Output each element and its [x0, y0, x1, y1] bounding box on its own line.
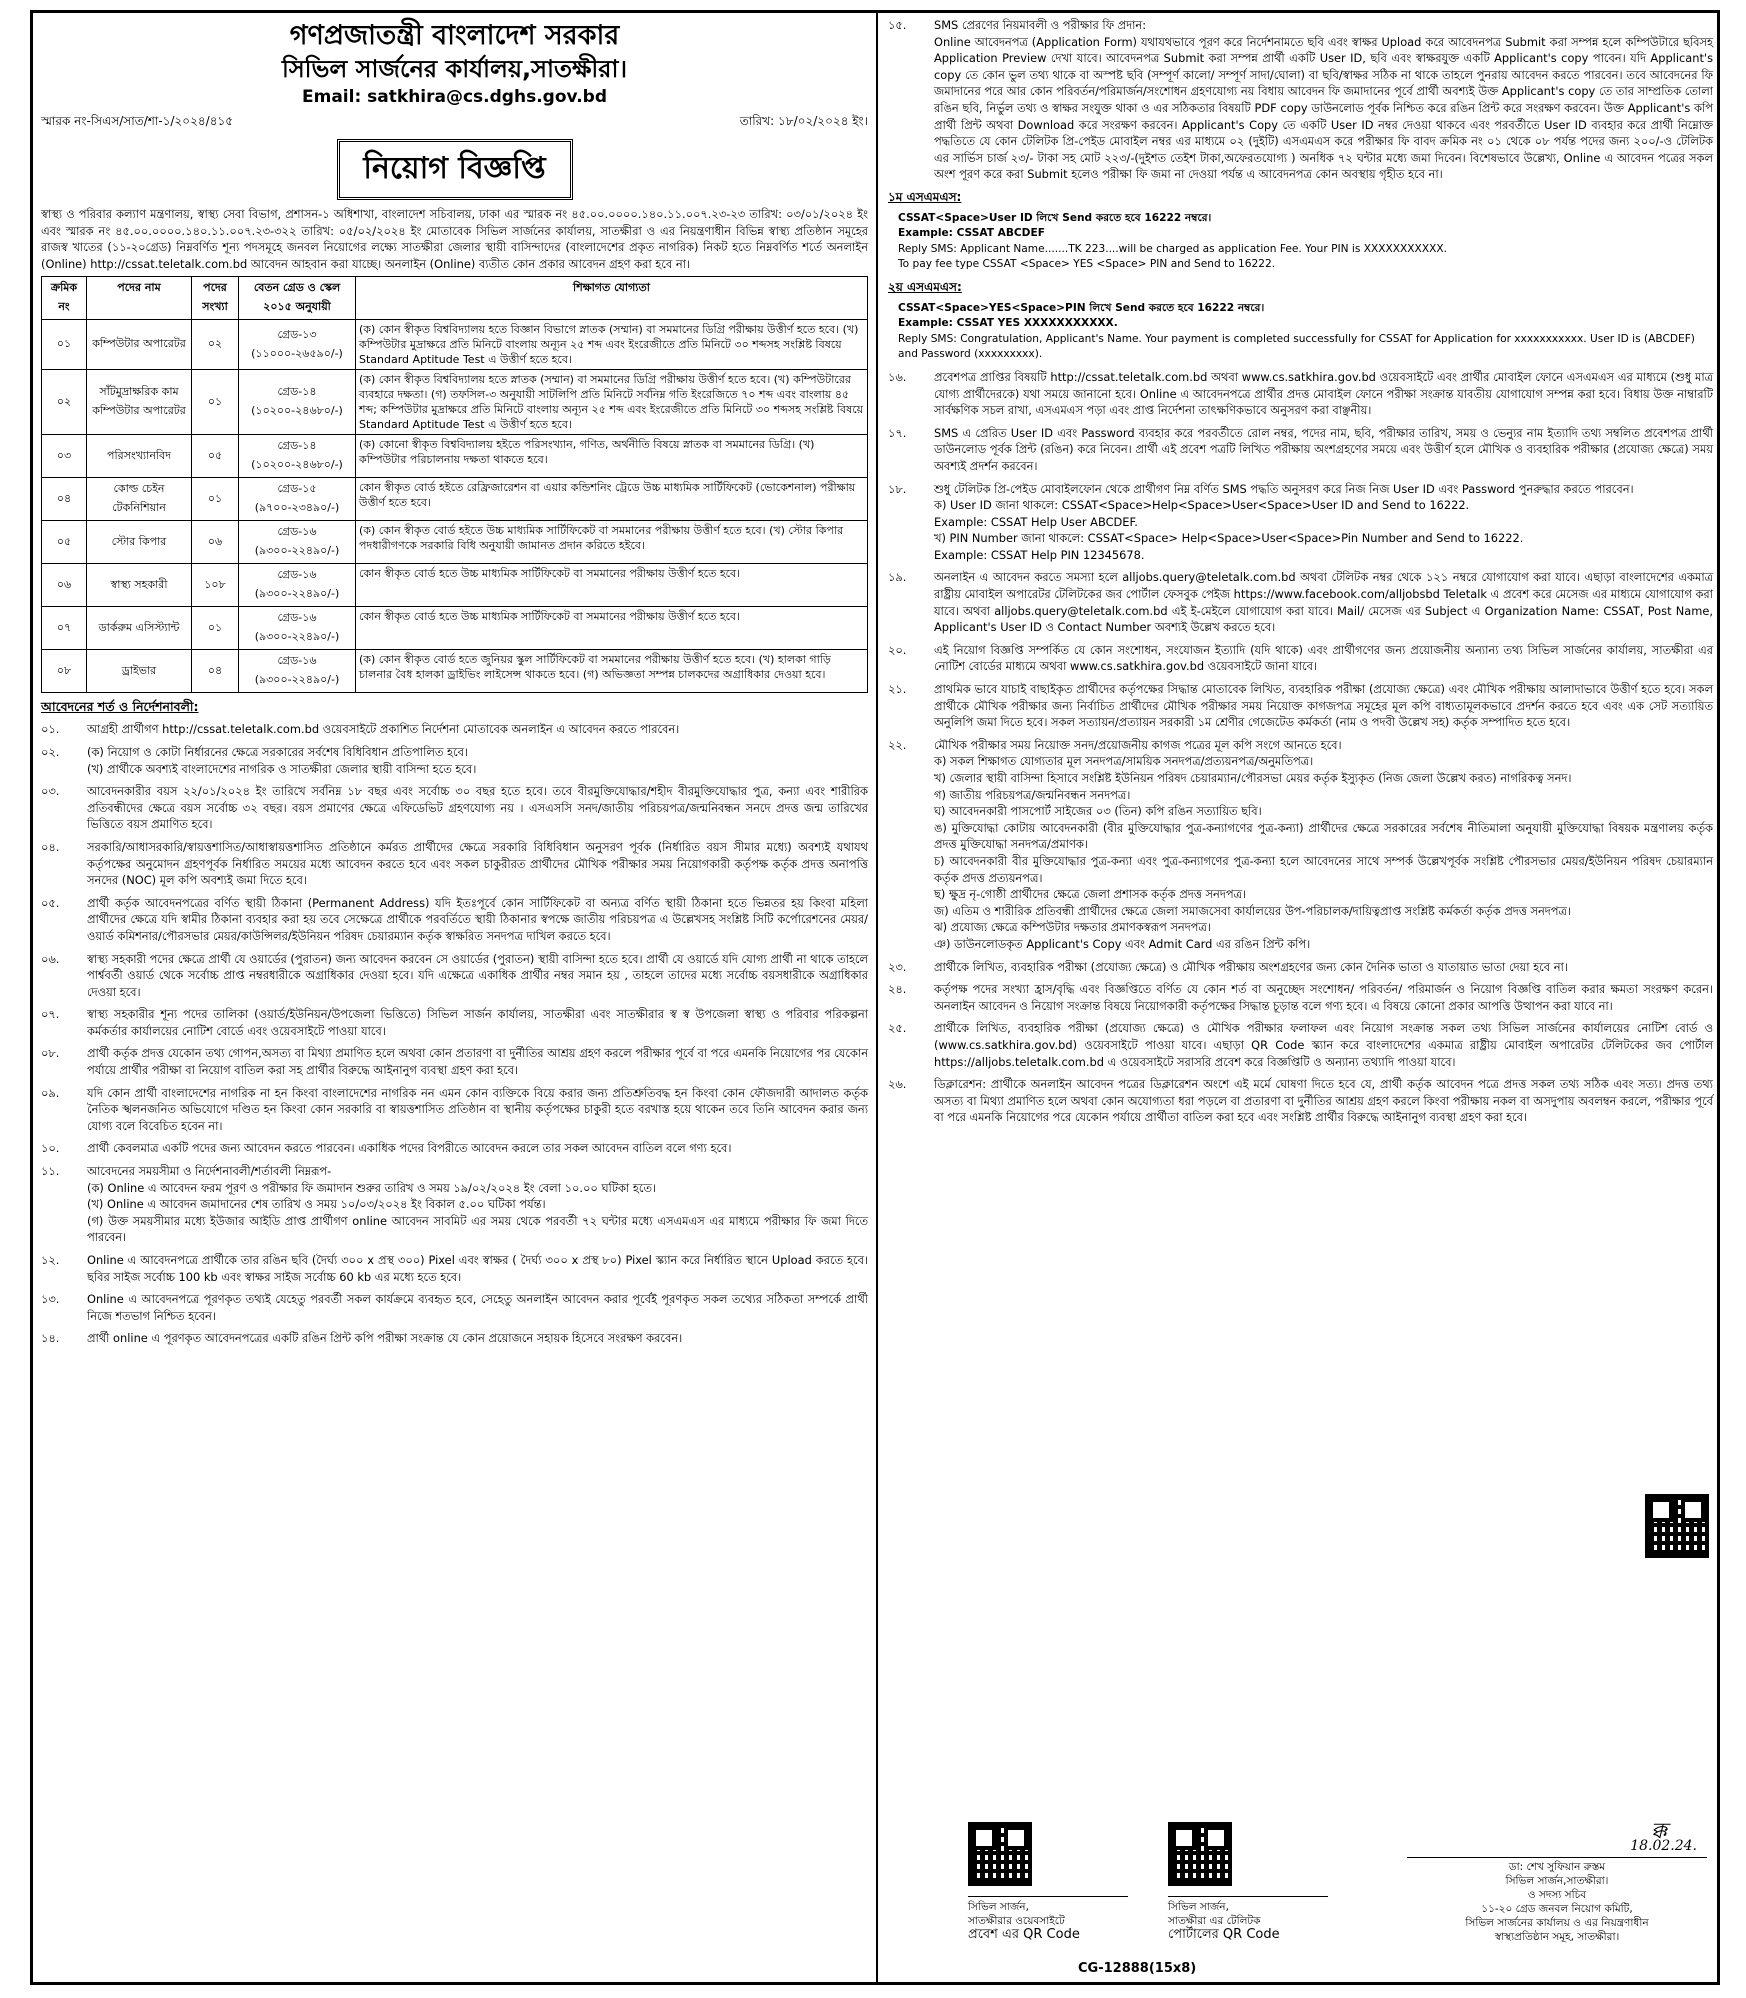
item-subtext: খ) জেলার স্থায়ী বাসিন্দা হিসাবে সংশ্লিষ্ট ইউনিয়ন পরিষদ চেয়ারম্যান/পৌরসভা মেয়র কর্তৃক ইস্যুকৃত (নিজ জেলা উল্লেখ করত) নাগরিকত্ব সনদ। — [934, 771, 1572, 785]
item-number: ২২. — [888, 737, 907, 752]
conditions-list — [41, 721, 868, 1347]
office-name: সিভিল সার্জনের কার্যালয়,সাতক্ষীরা। — [281, 55, 628, 83]
item-number: ০২. — [41, 744, 60, 759]
post-count-cell: ০১ — [192, 478, 239, 521]
item-number: ১৫. — [888, 18, 907, 32]
item-subtext: জ) এতিম ও শারীরিক প্রতিবন্ধী প্রার্থীদের ক্ষেত্রে জেলা সমাজসেবা কার্যালয়ের উপ-পরিচালক/দায়িত্বপ্রাপ্ত সংশ্লিষ্ট কর্মকর্তা কর্তৃক প্রদত্ত সনদপত্র। — [934, 903, 1571, 918]
item-subtext: ছ) ক্ষুদ্র নৃ-গোষ্ঠী প্রার্থীদের ক্ষেত্রে জেলা প্রশাসক কর্তৃক প্রদত্ত সনদপত্র। — [934, 887, 1247, 902]
pay-scale: (৯৩০০-২২৪৯০/-) — [254, 544, 340, 558]
list-item — [888, 369, 1713, 419]
item-subtext: (গ) উক্ত সময়সীমার মধ্যে ইউজার আইডি প্রাপ্ত প্রার্থীগণ online আবেদন সাবমিট এর সময় থেকে পরবর্তী ৭২ ঘন্টার মধ্যে এসএমএস এর মাধ্যমে পরীক্ষার ফি জমা দিতে পারবেন। — [87, 1213, 868, 1245]
item-text: আবেদনকারীর বয়স ২২/০১/২০২৪ ইং তারিখে সর্বনিম্ন ১৮ বছর এবং সর্বোচ্চ ৩০ বছর হতে হবে। তবে বীরমুক্তিযোদ্ধার/শহীদ বীরমুক্তিযোদ্ধার পুত্র, কন্যা এবং শারীরিক প্রতিবন্ধীদের ক্ষেত্রে বয়স সর্বোচ্চ ৩২ বছর। বয়স প্রমাণের ক্ষেত্রে এফিডেভিট গ্রহণযোগ্য নয় । এসএসসি সনদ/জাতীয় পরিচয়পত্র/জন্মনিবন্ধন সনদে প্রদত্ত জন্ম তারিখের ভিত্তিতে বয়স প্রমাণিত হবে। — [87, 784, 868, 832]
item-subtext: ঙ) মুক্তিযোদ্ধা কোটায় আবেদনকারী (বীর মুক্তিযোদ্ধার পুত্র-কন্যাগণের পুত্র-কন্যা) প্রার্থীদের ক্ষেত্রে সরকারের সর্বশেষ নীতিমালা অনুযায়ী মুক্তিযোদ্ধা বিষয়ক মন্ত্রণালয় কর্তৃক প্রদত্ত মুক্তিযোদ্ধা সনদপত্র/প্রমাণক। — [934, 820, 1713, 852]
post-name-cell: সাঁটমুদ্রাক্ষরিক কাম কম্পিউটার অপারেটর — [87, 370, 192, 435]
item-number: ০৮. — [41, 1046, 60, 1061]
grade-cell — [239, 435, 356, 478]
item-subtext: ঘ) আবেদনকারী পাসপোর্ট সাইজের ০৩ (তিন) কপি রঙিন সত্যায়িত ছবি। — [934, 804, 1262, 819]
item-text: (ক) নিয়োগ ও কোটা নির্ধারনের ক্ষেত্রে সরকারের সর্বশেষ বিধিবিধান প্রতিপালিত হবে। — [87, 744, 468, 759]
list-item — [41, 1291, 868, 1324]
grade-cell — [239, 650, 356, 693]
sms2-line: CSSAT<Space>YES<Space>PIN লিখে Send করতে হবে 16222 নম্বরে। — [898, 301, 1265, 314]
item-text: কর্তৃপক্ষ পদের সংখ্যা হ্রাস/বৃদ্ধি এবং বিজ্ঞপ্তিতে বর্ণিত যে কোন শর্ত বা অনুচ্ছেদ সংশোধন/ পরিবর্তন/ পরিমার্জন ও নিয়োগ বিজ্ঞপ্তি বাতিল করার ক্ষমতা সংরক্ষণ করেন। অনলাইন আবেদন ও নিয়োগ সংক্রান্ত বিষয়ে নিয়োগকারী কর্তৃপক্ষের সিদ্ধান্ত চূড়ান্ত বলে গণ্য হবে। এ বিষয়ে কোনো প্রকার আপত্তি উত্থাপন করা যাবে না। — [934, 982, 1713, 1013]
signature-date: 18.02.24. — [1630, 1838, 1697, 1854]
item-number: ১৩. — [41, 1292, 60, 1307]
grade-cell — [239, 521, 356, 564]
list-item — [41, 895, 868, 945]
item-number: ০৫. — [41, 895, 60, 910]
list-item — [41, 783, 868, 833]
intro-paragraph: স্বাস্থ্য ও পরিবার কল্যাণ মন্ত্রণালয়, স্বাস্থ্য সেবা বিভাগ, প্রশাসন-১ অধিশাখা, বাংলাদেশ সচিবালয়, ঢাকা এর স্মারক নং ৪৫.০০.০০০০.১৪০.১১.০০৭.২৩-২৩ তারিখ: ০৩/০১/২০২৪ ইং এবং স্মারক নং ৪৫.০০.০০০০.১৪০.১১.০০৭.২৩-৩২২ তারিখ: ০৫/০২/২০২৪ ইং মোতাবেক সিভিল সার্জনের কার্যালয়, সাতক্ষীরা ও এর নিয়ন্ত্রণাধীন বিভিন্ন স্বাস্থ্য প্রতিষ্ঠান সমূহের রাজস্ব খাতের (১১-২০গ্রেড) নিম্নবর্ণিত শূন্য পদসমূহে জনবল নিয়োগের লক্ষ্যে সাতক্ষীরা জেলার স্থায়ী বাসিন্দাদের (বাংলাদেশের প্রকৃত নাগরিক) নিকট হতে নিম্নবর্ণিত শর্তে অনলাইন (Online) http://cssat.teletalk.com.bd আবেদন আহবান করা যাচ্ছে। অনলাইন (Online) ব্যতীত কোন প্রকার আবেদন গ্রহণ করা হবে না। — [41, 207, 868, 271]
qr-caption: সাতক্ষীরা এর টেলিটক — [1168, 1915, 1261, 1927]
post-count-cell: ০১ — [192, 370, 239, 435]
qr-website — [968, 1822, 1128, 1942]
item-number: ২৫. — [888, 1021, 907, 1036]
item-subtext: Example: CSSAT Help User ABCDEF. — [934, 514, 1138, 529]
letterhead — [41, 19, 868, 109]
item-number: ২৬. — [888, 1077, 907, 1092]
item-number: ১৮. — [888, 481, 907, 496]
item-text: অনলাইন এ আবেদন করতে সমস্যা হলে alljobs.query@teletalk.com.bd অথবা টেলিটক নম্বর থেকে ১২১ নম্বরে যোগাযোগ করা যাবে। এছাড়া বাংলাদেশের একমাত্র রাষ্ট্রীয় মোবাইল অপারেটর টেলিটকের জব পোর্টাল ফেসবুক পেইজ https://www.facebook.com/alljobsbd Teletalk এ প্রবেশ করে মেসেজ এর মাধ্যমে যোগাযোগ করা যাবে। অথবা alljobs.query@teletalk.com.bd এই ই-মেইলে যোগাযোগ করা যাবে। Mail/ মেসেজ এর Subject এ Organization Name: CSSAT, Post Name, Applicant's User ID ও Contact Number অবশ্যই উল্লেখ করতে হবে। — [934, 570, 1713, 635]
qualification-cell: (ক) কোন স্বীকৃত বিশ্ববিদ্যালয় হতে স্নাতক (সম্মান) বা সমমানের ডিগ্রি পরীক্ষায় উত্তীর্ণ হতে হবে। (খ) কম্পিউটারের ব্যবহারে দক্ষতা। (গ) তফসিল-৩ অনুযায়ী সাটলিপি প্রতি মিনিটে সর্বনিম্ন গতি ইংরেজিতে ৭০ শব্দ এবং বাংলায় ৪৫ শব্দ; কম্পিউটার মুদ্রাক্ষরে প্রতি মিনিটে বাংলায় অন্যূন ২৫ শব্দ এবং ইংরেজীতে প্রতি মিনিটে ৩০ শব্দসহ সংশ্লিষ্ট বিষয়ে Standard Aptitude Test এ উত্তীর্ণ হতে হবে। — [356, 370, 868, 435]
grade: গ্রেড-১৩ — [277, 327, 317, 341]
item-number: ১৭. — [888, 425, 907, 440]
qr-caption: সিভিল সার্জন, — [968, 1901, 1029, 1913]
column-header: পদের সংখ্যা — [192, 277, 239, 320]
item-text: এই নিয়োগ বিজ্ঞপ্তি সম্পর্কিত যে কোন সংশোধন, সংযোজন ইত্যাদি (যদি থাকে) এবং প্রার্থীগণের জন্য প্রয়োজনীয় অন্যান্য তথ্য সিভিল সার্জনের কার্যালয়, সাতক্ষীরা এর নোটিশ বোর্ডের মাধ্যমে অথবা www.cs.satkhira.gov.bd ওয়েবসাইটে জানা যাবে। — [934, 642, 1713, 674]
signatory-institutions: স্বাস্থ্যপ্রতিষ্ঠান সমূহ, সাতক্ষীরা। — [1494, 1931, 1620, 1943]
item-subtext: Example: CSSAT Help PIN 12345678. — [934, 547, 1145, 562]
grade: গ্রেড-১৬ — [277, 525, 317, 539]
item-text: প্রাথমিক ভাবে যাচাই বাছাইকৃত প্রার্থীদের কর্তৃপক্ষের সিদ্ধান্ত মোতাবেক লিখিত, ব্যবহারিক পরীক্ষা (প্রযোজ্য ক্ষেত্রে) এবং মৌখিক পরীক্ষায় আলাদাভাবে উত্তীর্ণ হতে হবে। সকল প্রার্থীকে মৌখিক পরীক্ষার জন্য নির্বাচিত প্রার্থীদের মৌখিক পরীক্ষার সময় নিয়োক্ত কাগজপত্র সমূহের মূল কপি বাধ্যতামূলকভাবে প্রদর্শন করতে হবে এবং এক সেট সত্যায়িত অনুলিপি জমা দিতে হবে। সকল সত্যায়ন/প্রত্যায়ন সরকারী ১ম শ্রেণীর গেজেটেড কর্মকর্তা (নাম ও পদবী উল্লেখ সহ) কর্তৃক সম্পাদিত হতে হবে। — [934, 682, 1713, 730]
item-number: ২৩. — [888, 959, 907, 974]
posts-table — [41, 276, 868, 693]
column-header: পদের নাম — [87, 277, 192, 320]
grade: গ্রেড-১৬ — [277, 654, 317, 668]
item-text: ডিক্লারেশন: প্রার্থীকে অনলাইন আবেদন পত্রের ডিক্লারেশন অংশে এই মর্মে ঘোষণা দিতে হবে যে, প্রার্থী কর্তৃক আবেদন পত্রে প্রদত্ত সকল তথ্য সঠিক এবং সত্য। প্রদত্ত তথ্য অসত্য বা মিথ্যা প্রমাণিত হলে অথবা কোন অযোগ্যতা ধরা পড়লে বা প্রতারণা বা দুর্নীতির আশ্রয় গ্রহণ করলে কিংবা পরীক্ষায় নকল বা অসদুপায় অবলম্বন করলে, পরীক্ষার পূর্বে বা পরে এমনকি নিয়োগের পরে যেকোন পর্যায়ে প্রার্থীতা বাতিল করা হবে এবং সংশ্লিষ্ট প্রার্থীর বিরুদ্ধে আইনানুগ ব্যবস্থা গ্রহণ করা হবে। — [934, 1077, 1713, 1125]
qualification-cell: (ক) কোন স্বীকৃত বোর্ড হতে জুনিয়র স্কুল সার্টিফিকেট বা সমমানের পরীক্ষায় উত্তীর্ণ হতে হবে। (খ) হালকা গাড়ি চালনার বৈধ হালকা ড্রাইভিং লাইসেন্স থাকতে হবে। (গ) অভিজ্ঞতা সম্পন্ন চালকদের অগ্রাধিকার দেওয়া হবে। — [356, 650, 868, 693]
issue-date: তারিখ: ১৮/০২/২০২৪ ইং। — [739, 114, 868, 128]
item-text: প্রার্থী কর্তৃক প্রদত্ত যেকোন তথ্য গোপন,অসত্য বা মিথ্যা প্রমাণিত হলে অথবা কোন প্রতারণা বা দুর্নীতির আশ্রয় গ্রহণ করলে পরীক্ষার পূর্বে বা পরে এমনকি নিয়োগের পর যেকোন পর্যায়ে প্রার্থীর পরীক্ষা বা নিয়োগ বাতিল করা সহ প্রার্থীর বিরুদ্ধে আইনানুগ ব্যবস্থা গ্রহণ করা হবে। — [87, 1046, 868, 1078]
signatory-title: সিভিল সার্জন,সাতক্ষীরা। — [1505, 1875, 1609, 1887]
list-item — [888, 569, 1713, 635]
sms2-block — [898, 301, 1713, 363]
qr-side — [1645, 1494, 1709, 1562]
item-text: SMS এ প্রেরিত User ID এবং Password ব্যবহার করে পরবর্তীতে রোল নম্বর, পদের নাম, ছবি, পরীক্ষার তারিখ, সময় ও ভেন্যুর নাম ইত্যাদি তথ্য সম্বলিত প্রবেশপত্র প্রার্থী ডাউনলোড পূর্বক প্রিন্ট (রঙিন) করে নিবেন। প্রার্থী এই প্রবেশ পত্রটি লিখিত পরীক্ষায় অংশগ্রহণের সময়ে এবং উত্তীর্ণ হলে মৌখিক ও ব্যবহারিক পরীক্ষার (প্রযোজ্য ক্ষেত্রে) সময় অবশ্যই প্রদর্শন করবেন। — [934, 425, 1713, 473]
grade: গ্রেড-১৫ — [277, 482, 317, 496]
govt-name: গণপ্রজাতন্ত্রী বাংলাদেশ সরকার — [289, 20, 620, 51]
item-number: ০১. — [41, 722, 60, 737]
column-header: শিক্ষাগত যোগ্যতা — [356, 277, 868, 320]
post-count-cell: ০৪ — [192, 650, 239, 693]
pay-scale: (৯৩০০-২২৪৯০/-) — [254, 673, 340, 687]
post-name-cell: ডার্করুম এসিস্ট্যান্ট — [87, 607, 192, 650]
serial-cell: ০২ — [42, 370, 87, 435]
sms2-example: Example: CSSAT YES XXXXXXXXXXX. — [898, 317, 1118, 330]
qualification-cell: (ক) কোন স্বীকৃত বোর্ড হইতে উচ্চ মাধ্যমিক সার্টিফিকেট বা সমমানের পরীক্ষায় উত্তীর্ণ হতে হবে। (খ) স্টোর কিপার পদধারীগণকে সরকারি বিধি অনুযায়ী জামানত প্রদান করিতে হইবে। — [356, 521, 868, 564]
post-name-cell: কম্পিউটার অপারেটর — [87, 320, 192, 370]
item-number: ০৩. — [41, 784, 60, 799]
item-subtext: (ক) Online এ আবেদন ফরম পূরণ ও পরীক্ষার ফি জমাদান শুরুর তারিখ ও সময় ১৯/০২/২০২৪ ইং বেলা ১০.০০ ঘটিকা হতে। — [87, 1180, 657, 1195]
item-text: মৌখিক পরীক্ষার সময় নিয়োক্ত সনদ/প্রয়োজনীয় কাগজ পত্রের মূল কপি সংগে আনতে হবে। — [934, 737, 1342, 752]
table-header-row — [42, 277, 868, 320]
item-text: আগ্রহী প্রার্থীগণ http://cssat.teletalk.com.bd ওয়েবসাইটে প্রকাশিত নির্দেশনা মোতাবেক অনলাইন এ আবেদন করতে পারবেন। — [87, 722, 680, 737]
list-item — [888, 981, 1713, 1014]
item-text: প্রার্থী কর্তৃক আবেদনপত্রের বর্ণিত স্থায়ী ঠিকানা (Permanent Address) যদি ইতঃপূর্বে কোন সার্টিফিকেট বা অন্যত্র বর্ণিত স্থায়ী ঠিকানা হতে ভিন্নতর হয় কিংবা মহিলা প্রার্থীদের ক্ষেত্রে যদি স্বামীর ঠিকানা ব্যবহার করা হয় তবে সেক্ষেত্রে প্রার্থীকে পরবর্তিতে স্থায়ী ঠিকানার স্বপক্ষে জাতীয় পরিচয়পত্র এ উল্লেখসহ সংশ্লিষ্ট সিটি কর্পোরেশনের মেয়র/ওয়ার্ড কমিশনার/পৌরসভার মেয়র/কাউন্সিলর/ইউনিয়ন পরিষদ চেয়ারম্যান কর্তৃক স্বাক্ষরিত সনদপত্র দাখিল করতে হবে। — [87, 895, 868, 943]
sms2-title: ২য় এসএমএস: — [888, 279, 962, 294]
list-item — [41, 1330, 868, 1347]
item-subtext: ঝ) প্রযোজ্য ক্ষেত্রে কম্পিউটার দক্ষতার প্রমাণকস্বরূপ সনদপত্র। — [934, 920, 1211, 935]
list-item — [888, 737, 1713, 953]
item-subtext: (খ) প্রার্থীকে অবশ্যই বাংলাদেশের নাগরিক ও সাতক্ষীরা জেলার স্থায়ী বাসিন্দা হতে হবে। — [87, 761, 477, 776]
notice-page — [30, 10, 1720, 1985]
list-item — [41, 951, 868, 1001]
item-text: প্রার্থীকে লিখিত, ব্যবহারিক পরীক্ষা (প্রযোজ্য ক্ষেত্রে) ও মৌখিক পরীক্ষার ফলাফল এবং নিয়োগ সংক্রান্ত সকল তথ্য সিভিল সার্জনের কার্যালয়ের নোটিশ বোর্ড ও (www.cs.satkhira.gov.bd) ওয়েবসাইটে পাওয়া যাবে। এছাড়া QR Code স্ক্যান করে বাংলাদেশের একমাত্র রাষ্ট্রীয় মোবাইল অপারেটর টেলিটকের জব পোর্টাল https://alljobs.teletalk.com.bd এ ওয়েবসাইটে সরাসরি প্রবেশ করে বিজ্ঞপ্তিটি ও অন্যান্য তথ্যাদি পাওয়া যাবে। — [934, 1021, 1713, 1069]
qr-code-icon[interactable] — [968, 1822, 1032, 1886]
list-item — [888, 17, 1713, 183]
column-header: ক্রমিক নং — [42, 277, 87, 320]
list-item — [41, 839, 868, 889]
item-subtext: ঞ) ডাউনলোডকৃত Applicant's Copy এবং Admit Card এর রঙিন প্রিন্ট কপি। — [934, 936, 1311, 951]
item-number: ১১. — [41, 1164, 60, 1179]
post-name-cell: কোল্ড চেইন টেকনিশিয়ান — [87, 478, 192, 521]
item-subtext: ক) সকল শিক্ষাগত যোগ্যতার মূল সনদপত্র/সাময়িক সনদপত্র/প্রত্যয়নপত্র/অনুমতিপত্র। — [934, 754, 1314, 769]
post-count-cell: ১০৮ — [192, 564, 239, 607]
post-name-cell: স্বাস্থ্য সহকারী — [87, 564, 192, 607]
table-row — [42, 435, 868, 478]
item-subtext: গ) জাতীয় পরিচয়পত্র/জন্মনিবন্ধন সনদপত্র। — [934, 787, 1131, 802]
list-item — [41, 1163, 868, 1246]
item-number: ১০. — [41, 1141, 60, 1156]
grade-cell — [239, 370, 356, 435]
item-subtext: (খ) Online এ আবেদন জমাদানের শেষ তারিখ ও সময় ১০/০৩/২০২৪ ইং বিকাল ৫.০০ ঘটিকা পর্যন্ত। — [87, 1197, 546, 1212]
item-number: ০৬. — [41, 951, 60, 966]
item-number: ০৪. — [41, 839, 60, 854]
table-row — [42, 564, 868, 607]
item-text: সরকারি/আধাসরকারি/স্বায়ত্তশাসিত/আধাস্বায়ত্তশাসিত প্রতিষ্ঠানে কর্মরত প্রার্থীদের ক্ষেত্রে সরকারি বিধিবিধান অনুসরণ পূর্বক (নির্ধারিত বয়স সীমার মধ্যে) অবশ্যই যথাযথ কর্তৃপক্ষের অনুমোদন গ্রহণপূর্বক নির্ধারিত সময়ের মধ্যে আবেদন করতে হবে এবং সকল চাকুরীরত প্রার্থীদের মৌখিক পরীক্ষার সময় নিয়োগকারী কর্তৃপক্ষ কর্তৃক প্রদত্ত অনাপত্তি সনদের (NOC) মূল কপি অবশ্যই জমা দিতে হবে। — [87, 839, 868, 888]
item-text: Online আবেদনপত্র (Application Form) যথাযথভাবে পূরণ করে নির্দেশনামতে ছবি এবং স্বাক্ষর Upload করে আবেদনপত্র Submit করা সম্পন্ন হলে কম্পিউটারে ছবিসহ Application Preview দেখা যাবে। আবেদনপত্র Submit করা সম্পন্ন প্রার্থী একটি User ID, ছবি এবং স্বাক্ষরযুক্ত একটি Applicant's copy পাবেন। যদি Applicant's copy তে কোন ভুল তথ্য থাকে বা অস্পষ্ট ছবি (সম্পূর্ণ কালো/ সম্পূর্ণ সাদা/ঘোলা) বা ছবি/স্বাক্ষর সঠিক না থাকে তাহলে পুনরায় আবেদন করতে পারবেন। তবে আবেদনের ফি জমাদানের পরে আর কোন পরিবর্তন/পরিমার্জন/সংশোধন গ্রহণযোগ্য নয় বিধায় আবেদন ফি জমাদানের পূর্বে প্রার্থী অবশ্যই উক্ত Applicant's copy তে তার সাম্প্রতিক তোলা রঙিন ছবি, নির্ভুল তথ্য ও স্বাক্ষর সংযুক্ত থাকা ও এর সঠিকতার বিষয়টি PDF copy ডাউনলোড পূর্বক নিশ্চিত করে রঙিন প্রিন্ট করে সংরক্ষণ করবেন। উক্ত Applicant's কপি প্রার্থী প্রিন্ট অথবা Download করে সংরক্ষণ করবেন। Applicant's Copy তে একটি User ID নম্বর দেওয়া থাকবে এবং পরবর্তীতে User ID ব্যবহার করে প্রার্থী নিম্নোক্ত পদ্ধতিতে যে কোন টেলিটক প্রি-পেইড মোবাইল নম্বর এর মাধ্যমে ০২ (দুইটি) এসএমএস করে পরীক্ষার ফি বাবদ ক্রমিক নং ০১ থেকে ০৮ পর্যন্ত পদের জন্য ২০০/-ও টেলিটক এর সার্ভিস চার্জ ২৩/- টাকা সহ মোট ২২৩/-(দুইশত তেইশ টাকা,অফেরতযোগ্য ) অনধিক ৭২ ঘন্টার মধ্যে জমা দিবেন। বিশেষভাবে উল্লেখ্য, Online এ আবেদন পত্রের সকল অংশ পূরণ করে করা Submit হলেও পরীক্ষা ফি জমা না দেওয়া পর্যন্ত এ আবেদনপত্র কোন অবস্থায় গৃহীত হবে না। — [934, 34, 1713, 182]
item-number: ১২. — [41, 1253, 60, 1267]
item-text: যদি কোন প্রার্থী বাংলাদেশের নাগরিক না হন কিংবা বাংলাদেশের নাগরিক নন এমন কোন ব্যক্তিকে বিয়ে করার জন্য প্রতিশ্রুতিবদ্ধ হন কিংবা কোন ফৌজদারী আদালত কর্তৃক নৈতিক স্খলনজনিত অভিযোগে দণ্ডিত হন কিংবা কোন সরকারি বা স্বায়ত্তশাসিত প্রতিষ্ঠান বা স্থানীয় কর্তৃপক্ষের চাকুরী হতে বরখাস্ত হয়ে থাকেন তবে তিনি আবেদন করার জন্য যোগ্য বলে বিবেচিত হবেন না। — [87, 1085, 868, 1133]
list-item — [41, 1085, 868, 1135]
item-number: ২১. — [888, 682, 907, 697]
post-count-cell: ০২ — [192, 320, 239, 370]
serial-cell: ০৩ — [42, 435, 87, 478]
pay-scale: (৯৩০০-২২৪৯০/-) — [254, 630, 340, 644]
table-row — [42, 607, 868, 650]
qualification-cell: (ক) কোনো স্বীকৃত বিশ্ববিদ্যালয় হইতে পরিসংখ্যান, গণিত, অর্থনীতি বিষয়ে স্নাতক বা সমমানের ডিগ্রি। (খ) কম্পিউটার পরিচালনায় দক্ষতা থাকতে হবে। — [356, 435, 868, 478]
item-text: শুধু টেলিটক প্রি-পেইড মোবাইলফোন থেকে প্রার্থীগণ নিম্ন বর্ণিত SMS পদ্ধতি অনুসরণ করে নিজ নিজ User ID এবং Password পুনরুদ্ধার করতে পারবেন। — [934, 481, 1634, 496]
list-item — [888, 959, 1713, 976]
item-number: ০৯. — [41, 1085, 60, 1100]
serial-cell: ০৮ — [42, 650, 87, 693]
signatory-committee: ১১-২০ গ্রেড জনবল নিয়োগ কমিটি, — [1481, 1903, 1633, 1915]
signatory-name: ডা: শেখ সুফিয়ান রুস্তম — [1508, 1861, 1606, 1873]
serial-cell: ০৬ — [42, 564, 87, 607]
qr-caption: সিভিল সার্জন, — [1168, 1901, 1229, 1913]
signatory-role: ও সদস্য সচিব — [1527, 1889, 1587, 1901]
conditions-title: আবেদনের শর্ত ও নির্দেশনাবলী: — [41, 699, 199, 715]
sms1-title: ১ম এসএমএস: — [888, 189, 962, 204]
qr-caption: পোর্টালের QR Code — [1168, 1927, 1280, 1942]
pay-scale: (১০২০০-২৪৬৮০/-) — [251, 458, 343, 472]
notice-title: নিয়োগ বিজ্ঞপ্তি — [337, 139, 573, 200]
table-row — [42, 521, 868, 564]
list-item — [888, 642, 1713, 675]
list-item — [41, 1006, 868, 1039]
list-item — [41, 721, 868, 738]
post-name-cell: স্টোর কিপার — [87, 521, 192, 564]
qr-code-icon[interactable] — [1168, 1822, 1232, 1886]
item-number: ০৭. — [41, 1007, 60, 1022]
qualification-cell: কোন স্বীকৃত বোর্ড হইতে রেফ্রিজারেশন বা এয়ার কন্ডিশনিং ট্রেডে উচ্চ মাধ্যমিক সার্টিফিকেট (ভোকেশনাল) পরীক্ষায় উত্তীর্ণ হতে হবে। — [356, 478, 868, 521]
sms2-reply: Reply SMS: Congratulation, Applicant's Name. Your payment is completed successfully for CSSAT for Application for xxxxxxxxxxx. User ID is (ABCDEF) and Password (xxxxxxxxx). — [898, 332, 1695, 361]
post-count-cell: ০৫ — [192, 435, 239, 478]
memo-number: স্মারক নং-সিএস/সাত/শা-১/২০২৪/৪১৫ — [41, 114, 234, 128]
table-row — [42, 320, 868, 370]
list-item — [888, 425, 1713, 475]
post-name-cell: ড্রাইভার — [87, 650, 192, 693]
list-item — [41, 744, 868, 777]
qualification-cell: কোন স্বীকৃত বোর্ড হতে উচ্চ মাধ্যমিক সার্টিফিকেট বা সমমানের পরীক্ষায় উত্তীর্ণ হতে হবে। — [356, 607, 868, 650]
qualification-cell: কোন স্বীকৃত বোর্ড হতে উচ্চ মাধ্যমিক সার্টিফিকেট বা সমমানের পরীক্ষায় উত্তীর্ণ হতে হবে। — [356, 564, 868, 607]
qr-teletalk — [1168, 1822, 1328, 1942]
serial-cell: ০৭ — [42, 607, 87, 650]
serial-cell: ০১ — [42, 320, 87, 370]
item-text: প্রার্থীকে লিখিত, ব্যবহারিক পরীক্ষা (প্রযোজ্য ক্ষেত্রে) ও মৌখিক পরীক্ষায় অংশগ্রহণের জন্য কোন দৈনিক ভাতা ও যাতায়াত ভাতা দেয়া হবে না। — [934, 959, 1568, 974]
pay-scale: (১১০০০-২৬৫৯০/-) — [251, 346, 343, 360]
item-text: Online এ আবেদনপত্রে প্রার্থীকে তার রঙিন ছবি (দৈর্ঘ্য ৩০০ x প্রস্থ ৩০০) Pixel এবং স্বাক্ষর ( দৈর্ঘ্য ৩০০ x প্রস্থ ৮০) Pixel স্ক্যান করে নির্ধারিত স্থানে Upload করতে হবে। ছবির সাইজ সর্বোচ্চ 100 kb এবং স্বাক্ষর সাইজ সর্বোচ্চ 60 kb এর মধ্যে হতে হবে। — [87, 1253, 868, 1284]
item-number: ১৪. — [41, 1331, 60, 1346]
list-item — [41, 1045, 868, 1078]
list-item — [41, 1140, 868, 1157]
signatory-office: সিভিল সার্জনের কার্যালয় ও এর নিয়ন্ত্রণাধীন — [1465, 1917, 1649, 1929]
item-number: ১৯. — [888, 570, 907, 585]
sms1-reply: Reply SMS: Applicant Name.......TK 223....will be charged as application Fee. Your PIN is XXXXXXXXXXX. — [898, 242, 1447, 255]
item-heading: SMS প্রেরণের নিয়মাবলী ও পরীক্ষার ফি প্রদান: — [934, 18, 1147, 32]
table-row — [42, 370, 868, 435]
serial-cell: ০৪ — [42, 478, 87, 521]
pay-scale: (৯৭০০-২৩৪৯০/-) — [254, 501, 340, 515]
item-text: স্বাস্থ্য সহকারীর শূন্য পদের তালিকা (ওয়ার্ড/ইউনিয়ন/উপজেলা ভিত্তিতে) সিভিল সার্জন কার্যালয়, সাতক্ষীরা এবং সাতক্ষীরার স্ব স্ব উপজেলা স্বাস্থ্য ও পরিবার পরিকল্পনা কর্মকর্তার কার্যালয়ের নোটিশ বোর্ডে এবং ওয়েবসাইটে পাওয়া যাবে। — [87, 1007, 868, 1038]
grade-cell — [239, 607, 356, 650]
item-text: Online এ আবেদনপত্রে পূরণকৃত তথ্যই যেহেতু পরবর্তী সকল কার্যক্রমে ব্যবহৃত হবে, সেহেতু অনলাইন আবেদন করার পূর্বেই পূরণকৃত সকল তথ্যের সঠিকতা সম্পর্কে প্রার্থী নিজে শতভাগ নিশ্চিত হবেন। — [87, 1292, 868, 1323]
qualification-cell: (ক) কোন স্বীকৃত বিশ্ববিদ্যালয় হতে বিজ্ঞান বিভাগে স্নাতক (সম্মান) বা সমমানের ডিগ্রি পরীক্ষায় উত্তীর্ণ হতে হবে। (খ) কম্পিউটার মুদ্রাক্ষরে প্রতি মিনিটে বাংলায় অন্যূন ২৫ শব্দ এবং ইংরেজীতে প্রতি মিনিটে ৩০ শব্দসহ সংশ্লিষ্ট বিষয়ে Standard Aptitude Test এ উত্তীর্ণ হতে হবে। — [356, 320, 868, 370]
item-number: ১৬. — [888, 369, 907, 384]
table-row — [42, 478, 868, 521]
serial-cell: ০৫ — [42, 521, 87, 564]
list-item — [888, 481, 1713, 564]
qr-caption: সাতক্ষীরার ওয়েবসাইটে — [968, 1915, 1065, 1927]
sms1-line: CSSAT<Space>User ID লিখে Send করতে হবে 16222 নম্বরে। — [898, 211, 1212, 224]
grade: গ্রেড-১৬ — [277, 611, 317, 625]
grade-cell — [239, 564, 356, 607]
signature-block — [1407, 1819, 1707, 1944]
list-item — [888, 1020, 1713, 1070]
item-text: প্রার্থী online এ পূরণকৃত আবেদনপত্রের একটি রঙিন প্রিন্ট কপি পরীক্ষা সংক্রান্ত যে কোন প্রয়োজনে সহায়ক হিসেবে সংরক্ষণ করবেন। — [87, 1331, 683, 1346]
grade-cell — [239, 478, 356, 521]
item-text: স্বাস্থ্য সহকারী পদের ক্ষেত্রে প্রার্থী যে ওয়ার্ডের (পুরাতন) জন্য আবেদন করবেন সে ওয়ার্ডের (পুরাতন) স্থায়ী বাসিন্দা হতে হবে। প্রার্থী যে ওয়ার্ডে যদি যোগ্য প্রার্থী না থাকে তাহলে পার্শ্ববর্তী ওয়ার্ড থেকে সর্বোচ্চ প্রাপ্ত নম্বরধারীকে অগ্রাধিকার দেওয়া হবে। যদি এক্ষেত্রে একাধিক প্রার্থীর নম্বর সমান হয় , তাহলে তাদের মধ্যে সর্বোচ্চ বয়সধারীকে অগ্রাধিকার দেওয়া হবে। — [87, 951, 868, 999]
item-subtext: চ) আবেদনকারী বীর মুক্তিযোদ্ধার পুত্র-কন্যা এবং পুত্র-কন্যাগণের পুত্র-কন্যা হলে আবেদনের সাথে সম্পর্ক উল্লেখপূর্বক সংশ্লিষ্ট পৌরসভার মেয়র/ইউনিয়ন পরিষদ চেয়ারম্যান কর্তৃক প্রদত্ত প্রত্যয়নপত্র। — [934, 853, 1713, 885]
post-count-cell: ০৬ — [192, 521, 239, 564]
item-number: ২০. — [888, 642, 907, 657]
sms1-pay: To pay fee type CSSAT <Space> YES <Space> PIN and Send to 16222. — [898, 258, 1276, 271]
item-text: আবেদনের সময়সীমা ও নির্দেশনাবলী/শর্তাবলী নিম্নরূপ- — [87, 1164, 332, 1179]
conditions-list-continued — [888, 369, 1713, 1126]
left-column — [33, 13, 878, 1982]
office-email: Email: satkhira@cs.dghs.gov.bd — [302, 87, 607, 107]
post-count-cell: ০১ — [192, 607, 239, 650]
qr-code-icon[interactable] — [1645, 1494, 1709, 1558]
right-column — [878, 13, 1723, 1982]
ad-code: CG-12888(15x8) — [1078, 1961, 1197, 1976]
qr-caption: প্রবেশ এর QR Code — [968, 1927, 1080, 1942]
sms1-block — [898, 211, 1713, 273]
column-header: বেতন গ্রেড ও স্কেল ২০১৫ অনুযায়ী — [239, 277, 356, 320]
pay-scale: (১০২০০-২৪৬৮০/-) — [251, 404, 343, 418]
sms1-example: Example: CSSAT ABCDEF — [898, 227, 1045, 240]
item-subtext: ক) User ID জানা থাকলে: CSSAT<Space>Help<Space>User<Space>User ID and Send to 16222. — [934, 498, 1470, 513]
grade-cell — [239, 320, 356, 370]
grade: গ্রেড-১৪ — [277, 439, 317, 453]
signature-mark: ক্ক — [1650, 1819, 1667, 1844]
table-row — [42, 650, 868, 693]
grade: গ্রেড-১৬ — [277, 568, 317, 582]
grade: গ্রেড-১৪ — [277, 385, 317, 399]
list-item — [888, 1076, 1713, 1126]
item-number: ২৪. — [888, 982, 907, 997]
reference-line — [41, 113, 868, 133]
list-item — [888, 681, 1713, 731]
item-text: প্রবেশপত্র প্রাপ্তির বিষয়টি http://cssat.teletalk.com.bd অথবা www.cs.satkhira.gov.bd ওয়েবসাইটে এবং প্রার্থীর মোবাইল ফোনে এসএমএস এর মাধ্যমে (শুধু মাত্র যোগ্য প্রার্থীদেরকে) যথা সময়ে জানানো হবে। Online এ আবেদনপত্রে প্রার্থীর প্রদত্ত মোবাইল ফোনে পরীক্ষা সংক্রান্ত যাবতীয় যোগাযোগ সম্পন্ন করা হবে। বিধায় উক্ত নাম্বারটি সার্বক্ষণিক সচল রাখা, এসএমএস পড়া এবং প্রাপ্ত নির্দেশনা তাৎক্ষণিকভাবে অনুসরণ করা বাঞ্ছনীয়। — [934, 369, 1713, 418]
pay-scale: (৯৩০০-২২৪৯০/-) — [254, 587, 340, 601]
list-item — [41, 1252, 868, 1285]
item-subtext: খ) PIN Number জানা থাকলে: CSSAT<Space> Help<Space>User<Space>Pin Number and Send to 16222. — [934, 531, 1524, 546]
item-text: প্রার্থী কেবলমাত্র একটি পদের জন্য আবেদন করতে পারবেন। একাধিক পদের বিপরীতে আবেদন করলে তার সকল আবেদন বাতিল বলে গণ্য হবে। — [87, 1141, 732, 1156]
post-name-cell: পরিসংখ্যানবিদ — [87, 435, 192, 478]
